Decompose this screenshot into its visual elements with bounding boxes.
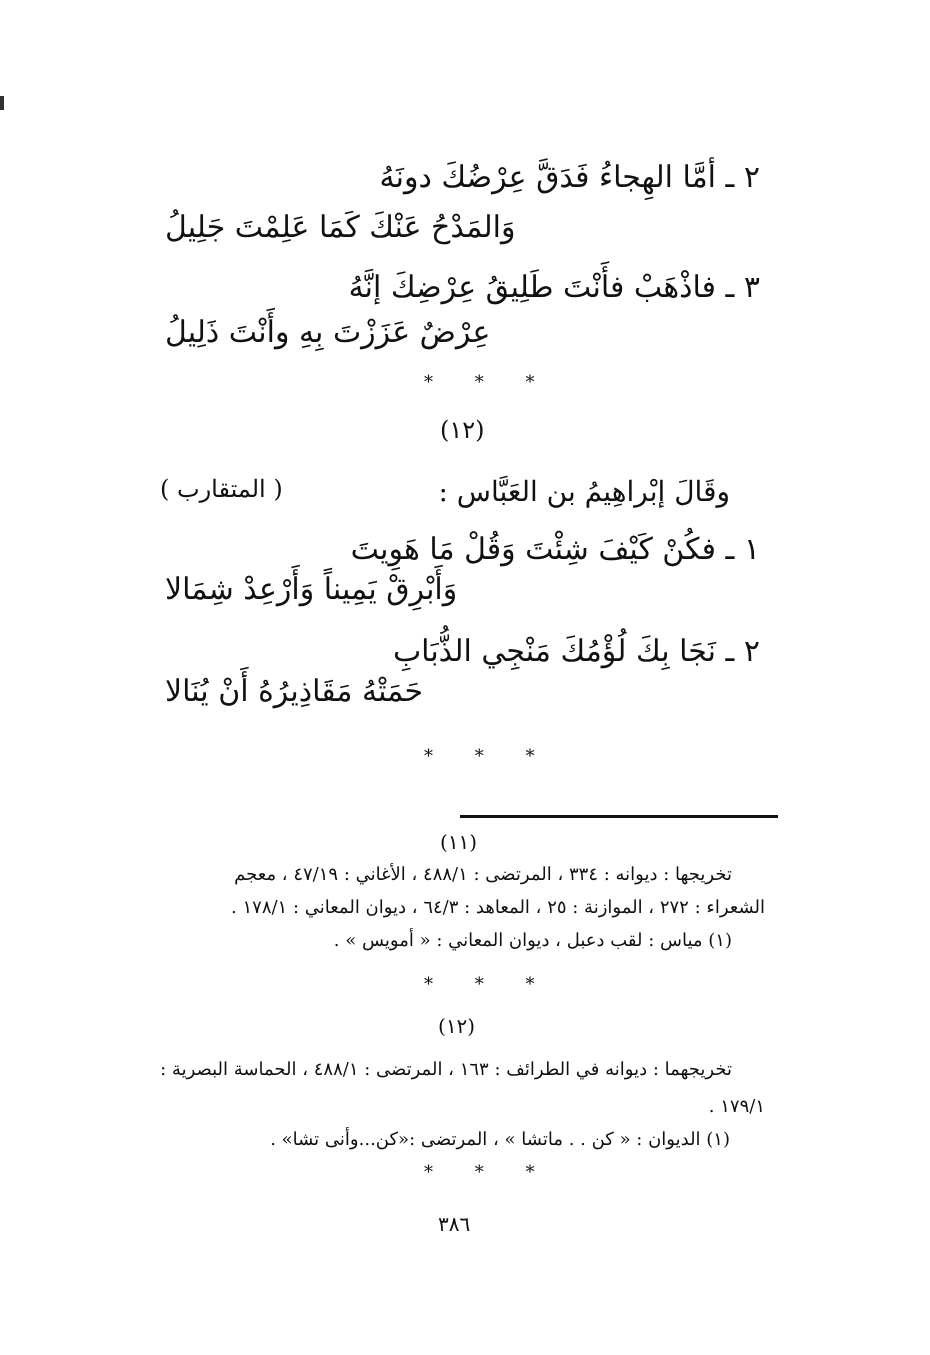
page-number: ٣٨٦ [438,1212,471,1236]
section-separator: * * * [424,746,553,767]
footnote-sources-line: تخريجها : ديوانه : ٣٣٤ ، المرتضى : ٤٨٨/١ ، الأغاني : ٤٧/١٩ ، معجم [234,864,732,885]
verse-11-2-second-hemistich: وَالمَدْحُ عَنْكَ كَمَا عَلِمْتَ جَلِيلُ [165,210,516,245]
poem-intro: وقَالَ إبْراهِيمُ بن العَبَّاس : [438,475,730,508]
verse-12-1-second-hemistich: وَأَبْرِقْ يَمِيناً وَأَرْعِدْ شِمَالا [165,572,458,607]
section-separator: * * * [424,372,553,393]
verse-11-3-first-hemistich: ٣ ـ فاذْهَبْ فأَنْتَ طَلِيقُ عِرْضِكَ إنَّهُ [348,270,760,305]
verse-12-2-second-hemistich: حَمَتْهُ مَقَاذِيرُهُ أَنْ يُنَالا [165,674,424,709]
verse-11-3-second-hemistich: عِرْضٌ عَزَزْتَ بِهِ وأَنْتَ ذَلِيلُ [165,315,491,350]
section-separator: * * * [424,974,553,995]
footnote-number: (١١) [440,830,478,854]
scan-edge-mark [0,96,4,110]
verse-11-2-first-hemistich: ٢ ـ أمَّا الهِجاءُ فَدَقَّ عِرْضُكَ دونَهُ [379,160,760,195]
footnote-note: (١) مياس : لقب دعبل ، ديوان المعاني : « أمويس » . [333,930,732,951]
verse-12-2-first-hemistich: ٢ ـ نَجَا بِكَ لُؤْمُكَ مَنْجِي الذُّبَابِ [392,634,760,669]
poem-number-heading: (١٢) [440,416,485,444]
footnote-note: (١) الديوان : « كن . . ماتشا » ، المرتضى :«كن...وأنى تشا» . [270,1129,730,1150]
poem-meter: ( المتقارب ) [160,475,283,503]
footnote-number: (١٢) [438,1014,476,1038]
footnote-sources-line: تخريجهما : ديوانه في الطرائف : ١٦٣ ، المرتضى : ٤٨٨/١ ، الحماسة البصرية : [160,1059,732,1080]
footnote-sources-line: الشعراء : ٢٧٢ ، الموازنة : ٢٥ ، المعاهد : ٦٤/٣ ، ديوان المعاني : ١٧٨/١ . [231,897,765,918]
verse-12-1-first-hemistich: ١ ـ فكُنْ كَيْفَ شِئْتَ وَقُلْ مَا هَوِيتَ [350,532,760,567]
section-separator: * * * [424,1162,553,1183]
footnote-sources-line: ١٧٩/١ . [708,1096,765,1117]
footnote-divider [460,815,778,818]
